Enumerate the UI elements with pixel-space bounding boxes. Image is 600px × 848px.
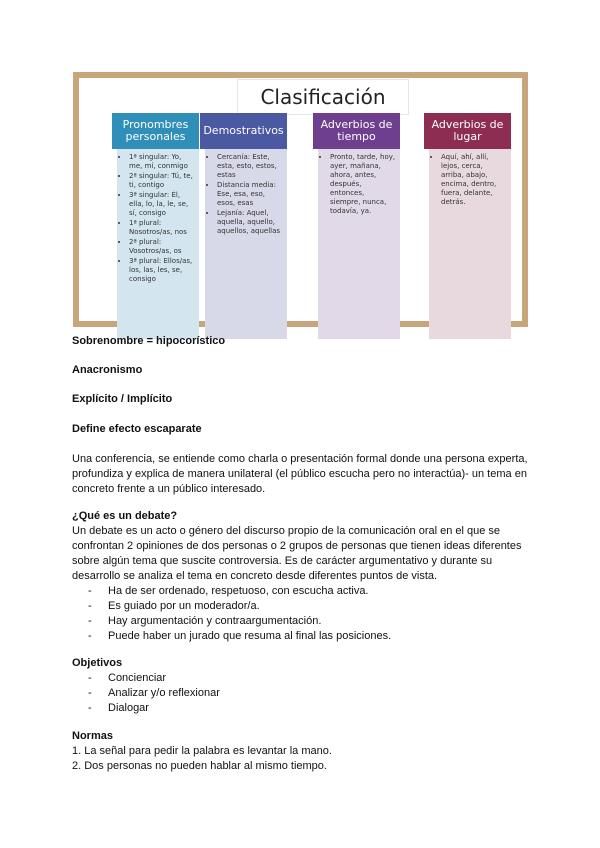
column-header: Adverbios de tiempo [313, 113, 400, 149]
list-item-text: Hay argumentación y contraargumentación. [108, 615, 322, 627]
paragraph-line: concreto frente a un público interesado. [72, 483, 266, 495]
dash-marker: - [88, 672, 92, 684]
column-pronombres [112, 113, 199, 303]
dash-marker: - [88, 615, 92, 627]
list-item: • 2ª singular: Tú, te, ti, contigo [129, 172, 195, 190]
column-body [429, 149, 511, 339]
debate-bullets [88, 584, 528, 644]
dash-marker: - [88, 585, 92, 597]
list-item: • Lejanía: Aquel, aquella, aquello, aquellos, aquellas [217, 209, 283, 236]
list-item: • Cercanía: Este, esta, esto, estos, estas [217, 153, 283, 180]
list-item-text: Puede haber un jurado que resuma al final las posiciones. [108, 630, 392, 642]
list-item: • 3ª singular: Él, ella, lo, la, le, se, sí, consigo [129, 191, 195, 218]
debate-paragraph [72, 524, 542, 584]
list-item: • Aquí, ahí, allí, lejos, cerca, arriba, abajo, encima, dentro, fuera, delante, detrás. [441, 153, 507, 207]
list-item-text: Es guiado por un moderador/a. [108, 600, 260, 612]
list-item: • 2ª plural: Vosotros/as, os [129, 238, 195, 256]
debate-heading: ¿Qué es un debate? [72, 510, 178, 522]
list-item: • Pronto, tarde, hoy, ayer, mañana, ahora, antes, después, entonces, siempre, nunca, todavía, ya. [330, 153, 396, 216]
paragraph-line: Una conferencia, se entiende como charla o presentación formal donde una persona experta, [72, 453, 528, 465]
classification-figure [73, 72, 528, 327]
column-body [318, 149, 400, 339]
list-item: • 1ª plural: Nosotros/as, nos [129, 219, 195, 237]
list-item-text: Ha de ser ordenado, respetuoso, con escucha activa. [108, 585, 369, 597]
column-demostrativos [200, 113, 287, 303]
list-item [88, 686, 528, 701]
paragraph-line: sobre algún tema que suscite controversia. Es de carácter argumentativo y durante su [72, 555, 493, 567]
list-item-text: Analizar y/o reflexionar [108, 687, 220, 699]
dash-marker: - [88, 702, 92, 714]
list-item [88, 701, 528, 716]
normas-heading: Normas [72, 730, 113, 742]
sobrenombre-line: Sobrenombre = hipocorístico [72, 335, 226, 347]
efecto-line: Define efecto escaparate [72, 423, 202, 435]
paragraph-line: confrontan 2 opiniones de dos personas o 2 grupos de personas que tienen ideas diferentes [72, 540, 522, 552]
list-item: 2. Dos personas no pueden hablar al mismo tiempo. [72, 760, 327, 772]
column-adverbios-tiempo [313, 113, 400, 303]
list-item-text: Concienciar [108, 672, 167, 684]
column-body [117, 149, 199, 339]
list-item: • Distancia media: Ese, esa, eso, esos, esas [217, 181, 283, 208]
normas-list [72, 744, 542, 774]
list-item [88, 629, 528, 644]
list-item [88, 614, 528, 629]
column-adverbios-lugar [424, 113, 511, 303]
column-header: Pronombres personales [112, 113, 199, 149]
list-item [88, 584, 528, 599]
column-body [205, 149, 287, 339]
column-header: Adverbios de lugar [424, 113, 511, 149]
dash-marker: - [88, 687, 92, 699]
figure-panel [79, 78, 522, 321]
dash-marker: - [88, 600, 92, 612]
anacronismo-line: Anacronismo [72, 364, 143, 376]
list-item: • 3ª plural: Ellos/as, los, las, les, se, consigo [129, 257, 195, 284]
paragraph-line: profundiza y explica de manera unilateral (el público escucha pero no interactúa)- un tema en [72, 468, 527, 480]
objetivos-bullets [88, 671, 528, 716]
list-item [88, 671, 528, 686]
list-item: 1. La señal para pedir la palabra es levantar la mano. [72, 745, 332, 757]
conferencia-paragraph [72, 452, 542, 497]
list-item-text: Dialogar [108, 702, 149, 714]
objetivos-heading: Objetivos [72, 657, 123, 669]
list-item [88, 599, 528, 614]
list-item: • 1ª singular: Yo, me, mí, conmigo [129, 153, 195, 171]
dash-marker: - [88, 630, 92, 642]
paragraph-line: desarrollo se analiza el tema en concreto desde diferentes puntos de vista. [72, 570, 438, 582]
paragraph-line: Un debate es un acto o género del discurso propio de la comunicación oral en el que se [72, 525, 501, 537]
explicito-line: Explícito / Implícito [72, 393, 173, 405]
column-header: Demostrativos [200, 113, 287, 149]
figure-title: Clasificación [238, 80, 408, 114]
